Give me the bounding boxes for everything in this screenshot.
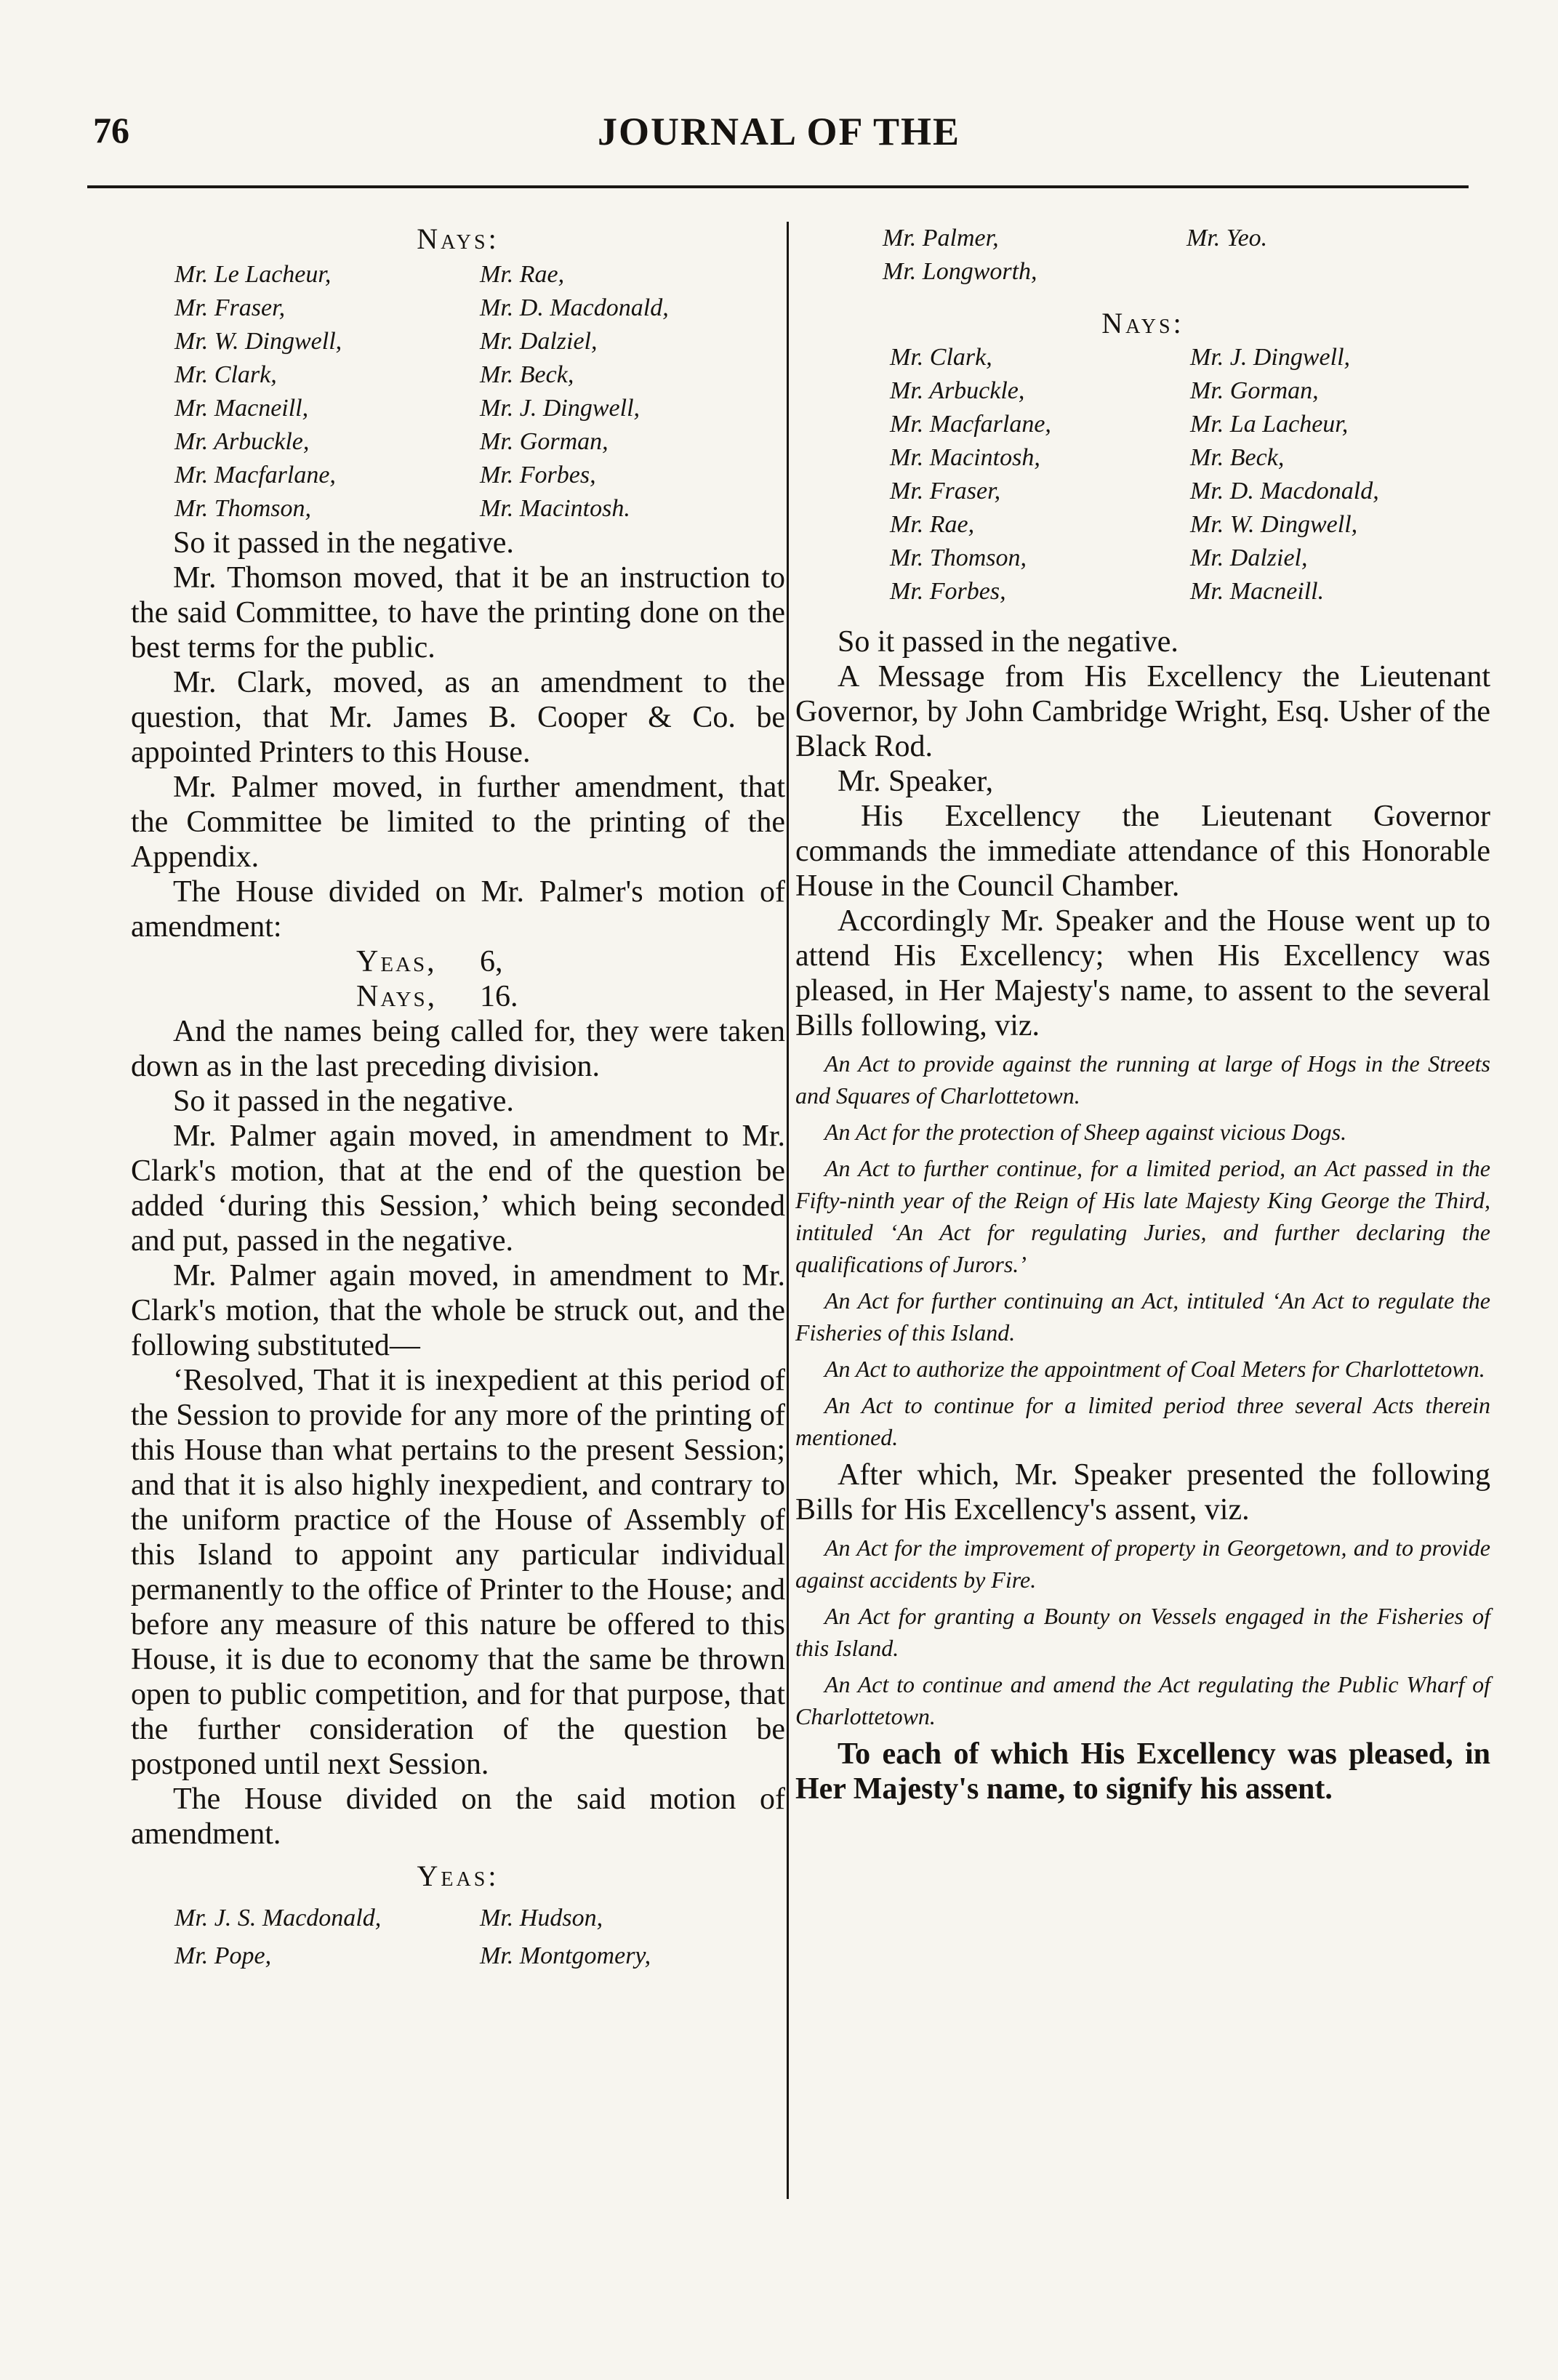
name: Mr. Dalziel, xyxy=(480,328,598,355)
name: Mr. Rae, xyxy=(480,261,565,288)
bill-title: An Act for the protection of Sheep against vicious Dogs. xyxy=(824,1119,1347,1145)
yeas-heading: Yeas: xyxy=(417,1860,499,1892)
paragraph: Mr. Thomson moved, that it be an instruction to the said Committee, to have the printing done on the best terms for the public. xyxy=(131,561,785,664)
name: Mr. J. Dingwell, xyxy=(1190,344,1351,371)
nays-heading: Nays: xyxy=(1101,307,1184,339)
name: Mr. Macintosh. xyxy=(480,495,630,522)
name: Mr. W. Dingwell, xyxy=(174,328,342,355)
name: Mr. D. Macdonald, xyxy=(480,294,669,321)
name: Mr. Beck, xyxy=(1190,444,1285,471)
bill-title: An Act to further continue, for a limited period, an Act passed in the Fifty-ninth year of the Reign of His late Majesty King George the Third, intituled ‘An Act for regulating Juries, and further declaring the qualifications of Jurors.’ xyxy=(795,1155,1490,1277)
name: Mr. Rae, xyxy=(890,511,975,538)
name: Mr. Longworth, xyxy=(883,258,1037,285)
name: Mr. Palmer, xyxy=(883,225,999,252)
name xyxy=(1186,255,1490,289)
nays-count: 16. xyxy=(480,980,518,1013)
bill-title: An Act to continue for a limited period three several Acts therein mentioned. xyxy=(795,1392,1490,1450)
presented-bills-list xyxy=(795,1532,1490,1732)
name: Mr. Macfarlane, xyxy=(890,411,1051,438)
paragraph: After which, Mr. Speaker presented the following Bills for His Excellency's assent, viz. xyxy=(795,1458,1490,1527)
nays-name-list xyxy=(131,258,785,526)
resolution: ‘Resolved, That it is inexpedient at this period of the Session to provide for any more of the printing of this House than what pertains to the present Session; and that it is also highly inexpedient, and contrary to the uniform practice of the House of Assembly of this Island to appoint any particular individual permanently to the office of Printer to the House; and before any measure of this nature be offered to this House, it is due to economy that the same be thrown open to public competition, and for that purpose, that the further consideration of the question be postponed until next Session. xyxy=(131,1364,785,1781)
name: Mr. Le Lacheur, xyxy=(174,261,332,288)
message-paragraph: A Message from His Excellency the Lieutenant Governor, by John Cambridge Wright, Esq. Usher of the Black Rod. xyxy=(795,660,1490,763)
yeas-name-list xyxy=(131,1899,785,1975)
nays-name-list xyxy=(795,341,1490,608)
name: Mr. Thomson, xyxy=(174,495,311,522)
paragraph: And the names being called for, they were taken down as in the last preceding division. xyxy=(131,1015,785,1083)
name: Mr. Arbuckle, xyxy=(890,377,1025,404)
assented-bills-list xyxy=(795,1048,1490,1453)
right-column xyxy=(795,222,1490,1806)
name: Mr. Macintosh, xyxy=(890,444,1040,471)
name: Mr. J. S. Macdonald, xyxy=(174,1905,382,1931)
name: Mr. Macneill, xyxy=(174,395,309,422)
name: Mr. Montgomery, xyxy=(480,1942,651,1969)
column-divider xyxy=(787,222,789,2199)
paragraph: So it passed in the negative. xyxy=(173,526,514,560)
name: Mr. Forbes, xyxy=(480,462,596,489)
paragraph: Mr. Palmer moved, in further amendment, that the Committee be limited to the printing of the Appendix. xyxy=(131,771,785,874)
name: Mr. Fraser, xyxy=(890,478,1001,504)
division-tally xyxy=(131,944,785,1014)
yeas-label: Yeas, xyxy=(356,945,437,978)
name: Mr. Forbes, xyxy=(890,578,1006,605)
nays-label: Nays, xyxy=(356,980,438,1013)
paragraph: So it passed in the negative. xyxy=(173,1085,514,1118)
name: Mr. J. Dingwell, xyxy=(480,395,641,422)
paragraph: Mr. Palmer again moved, in amendment to Mr. Clark's motion, that at the end of the question be added ‘during this Session,’ which being seconded and put, passed in the negative. xyxy=(131,1119,785,1258)
name: Mr. Gorman, xyxy=(480,428,609,455)
name: Mr. La Lacheur, xyxy=(1190,411,1349,438)
salutation: Mr. Speaker, xyxy=(838,765,994,798)
running-head: JOURNAL OF THE xyxy=(597,110,961,153)
name: Mr. Clark, xyxy=(174,361,277,388)
name: Mr. D. Macdonald, xyxy=(1190,478,1379,504)
paragraph: The House divided on the said motion of amendment. xyxy=(131,1782,785,1851)
left-column xyxy=(131,222,785,1975)
name: Mr. Dalziel, xyxy=(1190,544,1308,571)
paragraph: So it passed in the negative. xyxy=(838,625,1178,659)
name: Mr. Yeo. xyxy=(1186,225,1268,252)
nays-heading: Nays: xyxy=(417,222,499,255)
yeas-continued-name-list xyxy=(795,222,1490,289)
name: Mr. Arbuckle, xyxy=(174,428,310,455)
name: Mr. Pope, xyxy=(174,1942,272,1969)
paragraph: The House divided on Mr. Palmer's motion of amendment: xyxy=(131,875,785,944)
name: Mr. Macfarlane, xyxy=(174,462,336,489)
name: Mr. W. Dingwell, xyxy=(1190,511,1358,538)
name: Mr. Macneill. xyxy=(1190,578,1325,605)
command-paragraph: His Excellency the Lieutenant Governor commands the immediate attendance of this Honorable House in the Council Chamber. xyxy=(795,800,1490,903)
name: Mr. Clark, xyxy=(890,344,992,371)
paragraph: Mr. Palmer again moved, in amendment to Mr. Clark's motion, that the whole be struck out, and the following substituted— xyxy=(131,1259,785,1362)
bill-title: An Act for further continuing an Act, intituled ‘An Act to regulate the Fisheries of this Island. xyxy=(795,1287,1490,1346)
name: Mr. Fraser, xyxy=(174,294,286,321)
name: Mr. Beck, xyxy=(480,361,574,388)
paragraph: Mr. Clark, moved, as an amendment to the question, that Mr. James B. Cooper & Co. be appointed Printers to this House. xyxy=(131,666,785,769)
name: Mr. Hudson, xyxy=(480,1905,603,1931)
name: Mr. Gorman, xyxy=(1190,377,1319,404)
header-rule xyxy=(87,185,1469,188)
page-number: 76 xyxy=(93,110,129,150)
name: Mr. Thomson, xyxy=(890,544,1027,571)
paragraph: Accordingly Mr. Speaker and the House went up to attend His Excellency; when His Excellency was pleased, in Her Majesty's name, to assent to the several Bills following, viz. xyxy=(795,904,1490,1042)
bill-title: An Act to provide against the running at large of Hogs in the Streets and Squares of Charlottetown. xyxy=(795,1050,1490,1109)
bill-title: An Act to continue and amend the Act regulating the Public Wharf of Charlottetown. xyxy=(795,1671,1490,1729)
bill-title: An Act to authorize the appointment of Coal Meters for Charlottetown. xyxy=(824,1356,1485,1382)
yeas-count: 6, xyxy=(480,945,503,978)
bill-title: An Act for the improvement of property in Georgetown, and to provide against accidents by Fire. xyxy=(795,1535,1490,1593)
bill-title: An Act for granting a Bounty on Vessels engaged in the Fisheries of this Island. xyxy=(795,1603,1490,1661)
paragraph: To each of which His Excellency was pleased, in Her Majesty's name, to signify his assent. xyxy=(795,1737,1490,1806)
